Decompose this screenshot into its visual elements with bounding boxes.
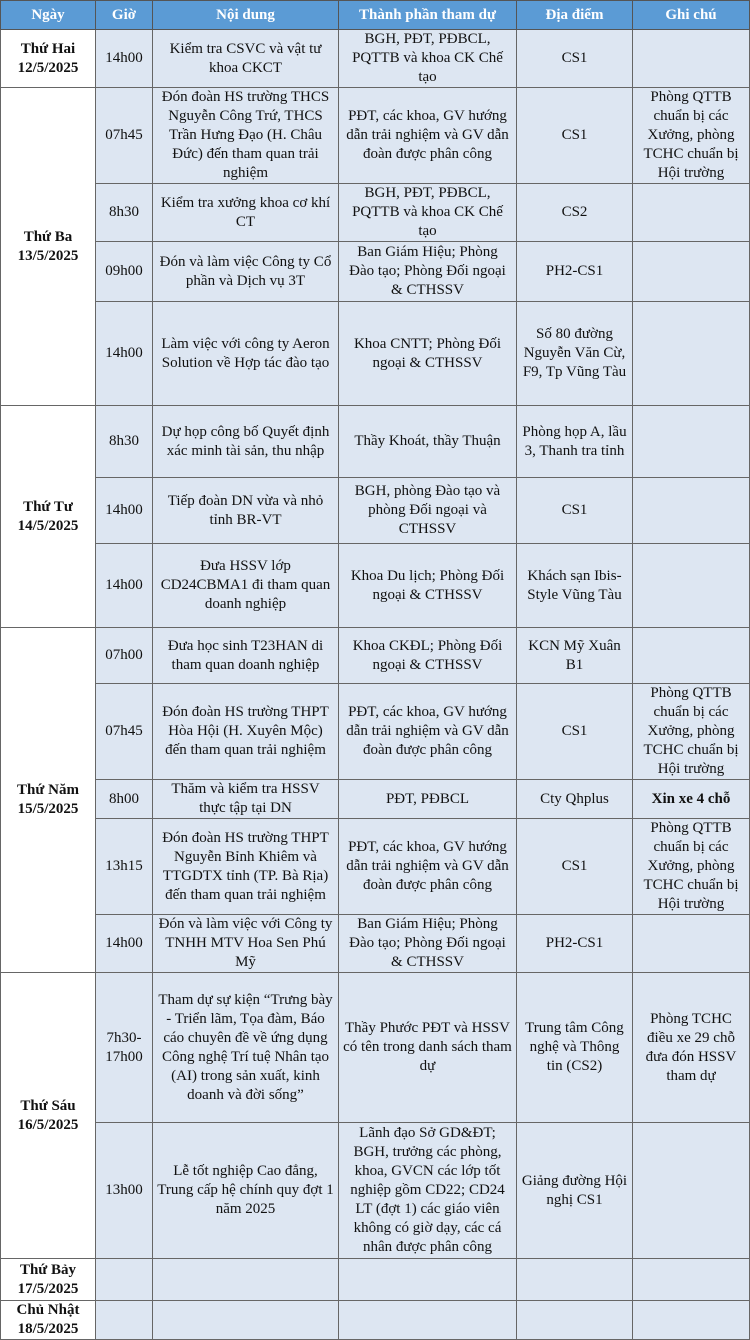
- location-cell: [517, 1259, 633, 1301]
- location-cell: CS1: [517, 819, 633, 915]
- location-cell: CS1: [517, 684, 633, 780]
- location-cell: Cty Qhplus: [517, 780, 633, 819]
- location-cell: Khách sạn Ibis-Style Vũng Tàu: [517, 544, 633, 628]
- participants-cell: PĐT, các khoa, GV hướng dẫn trải nghiệm và GV dẫn đoàn được phân công: [339, 88, 517, 184]
- participants-cell: Thầy Phước PĐT và HSSV có tên trong danh sách tham dự: [339, 973, 517, 1123]
- note-cell: [633, 1259, 750, 1301]
- note-cell: [633, 915, 750, 973]
- location-cell: Giảng đường Hội nghị CS1: [517, 1123, 633, 1259]
- header-location: Địa điểm: [517, 1, 633, 30]
- note-cell: [633, 30, 750, 88]
- participants-cell: Ban Giám Hiệu; Phòng Đào tạo; Phòng Đối ngoại & CTHSSV: [339, 242, 517, 302]
- content-cell: Làm việc với công ty Aeron Solution về Hợp tác đào tạo: [153, 302, 339, 406]
- table-row: [1, 478, 750, 544]
- table-row: [1, 915, 750, 973]
- location-cell: CS1: [517, 478, 633, 544]
- content-cell: Đón và làm việc Công ty Cổ phần và Dịch vụ 3T: [153, 242, 339, 302]
- time-cell: 07h45: [96, 684, 153, 780]
- time-cell: 14h00: [96, 30, 153, 88]
- day-cell: [1, 406, 96, 628]
- day-name: Thứ Ba: [23, 228, 73, 245]
- location-cell: CS2: [517, 184, 633, 242]
- day-name: Thứ Hai: [20, 40, 76, 57]
- content-cell: [153, 1259, 339, 1301]
- time-cell: [96, 1259, 153, 1301]
- content-cell: Đưa học sinh T23HAN di tham quan doanh nghiệp: [153, 628, 339, 684]
- location-cell: Phòng họp A, lầu 3, Thanh tra tỉnh: [517, 406, 633, 478]
- content-cell: Lễ tốt nghiệp Cao đẳng, Trung cấp hệ chính quy đợt 1 năm 2025: [153, 1123, 339, 1259]
- participants-cell: Khoa CNTT; Phòng Đối ngoại & CTHSSV: [339, 302, 517, 406]
- note-cell: [633, 302, 750, 406]
- participants-cell: PĐT, PĐBCL: [339, 780, 517, 819]
- time-cell: 8h00: [96, 780, 153, 819]
- header-content: Nội dung: [153, 1, 339, 30]
- content-cell: Tiếp đoàn DN vừa và nhỏ tỉnh BR-VT: [153, 478, 339, 544]
- day-date: 17/5/2025: [17, 1280, 79, 1297]
- location-cell: KCN Mỹ Xuân B1: [517, 628, 633, 684]
- table-row: [1, 544, 750, 628]
- note-cell: [633, 628, 750, 684]
- table-row: [1, 302, 750, 406]
- header-note: Ghi chú: [633, 1, 750, 30]
- participants-cell: BGH, phòng Đào tạo và phòng Đối ngoại và CTHSSV: [339, 478, 517, 544]
- table-row: [1, 780, 750, 819]
- participants-cell: PĐT, các khoa, GV hướng dẫn trải nghiệm và GV dẫn đoàn được phân công: [339, 684, 517, 780]
- header-date: Ngày: [1, 1, 96, 30]
- header-participants: Thành phần tham dự: [339, 1, 517, 30]
- day-date: 12/5/2025: [17, 59, 79, 76]
- day-name: Thứ Tư: [23, 498, 73, 515]
- header-row: [1, 1, 750, 30]
- time-cell: 8h30: [96, 406, 153, 478]
- time-cell: 8h30: [96, 184, 153, 242]
- note-cell: [633, 1301, 750, 1340]
- day-date: 14/5/2025: [17, 517, 79, 534]
- participants-cell: Khoa CKĐL; Phòng Đối ngoại & CTHSSV: [339, 628, 517, 684]
- participants-cell: PĐT, các khoa, GV hướng dẫn trải nghiệm và GV dẫn đoàn được phân công: [339, 819, 517, 915]
- day-cell: [1, 88, 96, 406]
- table-row: [1, 242, 750, 302]
- day-cell: [1, 628, 96, 973]
- time-cell: 07h45: [96, 88, 153, 184]
- participants-cell: Ban Giám Hiệu; Phòng Đào tạo; Phòng Đối ngoại & CTHSSV: [339, 915, 517, 973]
- location-cell: PH2-CS1: [517, 915, 633, 973]
- time-cell: 13h00: [96, 1123, 153, 1259]
- day-name: Chủ Nhật: [16, 1302, 80, 1318]
- note-cell: [633, 544, 750, 628]
- day-cell: [1, 1259, 96, 1301]
- time-cell: 14h00: [96, 544, 153, 628]
- day-date: 18/5/2025: [17, 1321, 79, 1337]
- table-row: [1, 1301, 750, 1340]
- content-cell: Đón đoàn HS trường THCS Nguyễn Công Trứ, THCS Trần Hưng Đạo (H. Châu Đức) đến tham quan trải nghiệm: [153, 88, 339, 184]
- table-row: [1, 30, 750, 88]
- note-cell: [633, 406, 750, 478]
- time-cell: 13h15: [96, 819, 153, 915]
- table-row: [1, 973, 750, 1123]
- content-cell: Dự họp công bố Quyết định xác minh tài sản, thu nhập: [153, 406, 339, 478]
- table-row: [1, 1123, 750, 1259]
- table-row: [1, 684, 750, 780]
- table-row: [1, 1259, 750, 1301]
- participants-cell: Thầy Khoát, thầy Thuận: [339, 406, 517, 478]
- content-cell: Đón đoàn HS trường THPT Nguyễn Bỉnh Khiêm và TTGDTX tỉnh (TP. Bà Rịa) đến tham quan trải nghiệm: [153, 819, 339, 915]
- day-date: 13/5/2025: [17, 247, 79, 264]
- header-time: Giờ: [96, 1, 153, 30]
- location-cell: [517, 1301, 633, 1340]
- table-row: [1, 819, 750, 915]
- note-cell: Phòng QTTB chuẩn bị các Xưởng, phòng TCHC chuẩn bị Hội trường: [633, 88, 750, 184]
- location-cell: Trung tâm Công nghệ và Thông tin (CS2): [517, 973, 633, 1123]
- time-cell: 14h00: [96, 478, 153, 544]
- note-cell: [633, 1123, 750, 1259]
- content-cell: Đón đoàn HS trường THPT Hòa Hội (H. Xuyên Mộc) đến tham quan trải nghiệm: [153, 684, 339, 780]
- time-cell: 14h00: [96, 302, 153, 406]
- time-cell: 7h30-17h00: [96, 973, 153, 1123]
- note-cell: Phòng TCHC điều xe 29 chỗ đưa đón HSSV tham dự: [633, 973, 750, 1123]
- table-row: [1, 628, 750, 684]
- table-row: [1, 184, 750, 242]
- location-cell: PH2-CS1: [517, 242, 633, 302]
- time-cell: 09h00: [96, 242, 153, 302]
- day-cell: [1, 973, 96, 1259]
- day-date: 15/5/2025: [17, 801, 79, 817]
- location-cell: CS1: [517, 30, 633, 88]
- note-cell: [633, 184, 750, 242]
- location-cell: Số 80 đường Nguyễn Văn Cừ, F9, Tp Vũng Tàu: [517, 302, 633, 406]
- time-cell: 07h00: [96, 628, 153, 684]
- participants-cell: [339, 1301, 517, 1340]
- content-cell: Kiểm tra xưởng khoa cơ khí CT: [153, 184, 339, 242]
- time-cell: 14h00: [96, 915, 153, 973]
- content-cell: [153, 1301, 339, 1340]
- table-row: [1, 88, 750, 184]
- participants-cell: BGH, PĐT, PĐBCL, PQTTB và khoa CK Chế tạo: [339, 184, 517, 242]
- table-row: [1, 406, 750, 478]
- content-cell: Kiểm tra CSVC và vật tư khoa CKCT: [153, 30, 339, 88]
- content-cell: Tham dự sự kiện “Trưng bày - Triển lãm, Tọa đàm, Báo cáo chuyên đề về ứng dụng Công nghệ Trí tuệ Nhân tạo (AI) trong sản xuất, kinh doanh và đời sống”: [153, 973, 339, 1123]
- note-cell: [633, 478, 750, 544]
- note-cell: Xin xe 4 chỗ: [633, 780, 750, 819]
- day-name: Thứ Bảy: [19, 1261, 77, 1278]
- day-name: Thứ Sáu: [20, 1097, 76, 1114]
- time-cell: [96, 1301, 153, 1340]
- content-cell: Đưa HSSV lớp CD24CBMA1 đi tham quan doanh nghiệp: [153, 544, 339, 628]
- day-date: 16/5/2025: [17, 1116, 79, 1133]
- day-name: Thứ Năm: [17, 782, 79, 798]
- participants-cell: Lãnh đạo Sở GD&ĐT; BGH, trưởng các phòng, khoa, GVCN các lớp tốt nghiệp gồm CD22; CD24 LT (đợt 1) các giáo viên không có giờ dạy, các cá nhân được phân công: [339, 1123, 517, 1259]
- location-cell: CS1: [517, 88, 633, 184]
- participants-cell: BGH, PĐT, PĐBCL, PQTTB và khoa CK Chế tạo: [339, 30, 517, 88]
- day-cell: [1, 30, 96, 88]
- note-cell: [633, 242, 750, 302]
- day-cell: [1, 1301, 96, 1340]
- note-cell: Phòng QTTB chuẩn bị các Xưởng, phòng TCHC chuẩn bị Hội trường: [633, 819, 750, 915]
- participants-cell: [339, 1259, 517, 1301]
- content-cell: Thăm và kiểm tra HSSV thực tập tại DN: [153, 780, 339, 819]
- note-cell: Phòng QTTB chuẩn bị các Xưởng, phòng TCHC chuẩn bị Hội trường: [633, 684, 750, 780]
- participants-cell: Khoa Du lịch; Phòng Đối ngoại & CTHSSV: [339, 544, 517, 628]
- schedule-body: [1, 30, 750, 1340]
- content-cell: Đón và làm việc với Công ty TNHH MTV Hoa Sen Phú Mỹ: [153, 915, 339, 973]
